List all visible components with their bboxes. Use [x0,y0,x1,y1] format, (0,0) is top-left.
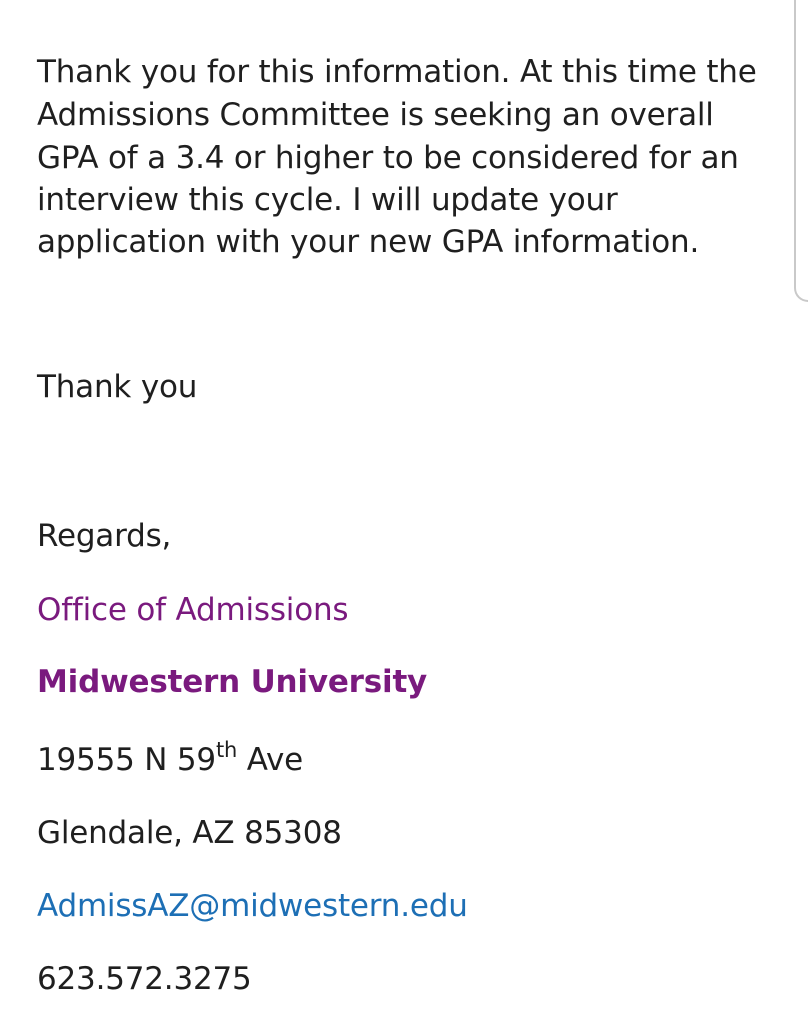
scroll-indicator[interactable] [794,0,808,302]
signature-address-city: Glendale, AZ 85308 [37,815,342,851]
address-street-rest: Ave [237,742,303,778]
signature-university: Midwestern University [37,664,428,700]
signature-office: Office of Admissions [37,592,349,628]
message-line-3: GPA of a 3.4 or higher to be considered for an [37,140,739,176]
message-line-1: Thank you for this information. At this time the [37,54,757,90]
signature-address-street [37,737,303,780]
message-closing: Regards, [37,518,172,554]
message-line-5: application with your new GPA information. [37,224,700,260]
message-line-4: interview this cycle. I will update your [37,182,618,218]
address-street-suffix: th [215,737,238,762]
signature-email-link[interactable]: AdmissAZ@midwestern.edu [37,888,468,924]
signature-phone[interactable]: 623.572.3275 [37,961,252,997]
address-street-number: 19555 N 59 [37,742,216,778]
message-line-2: Admissions Committee is seeking an overall [37,97,714,133]
message-thanks: Thank you [37,369,198,405]
